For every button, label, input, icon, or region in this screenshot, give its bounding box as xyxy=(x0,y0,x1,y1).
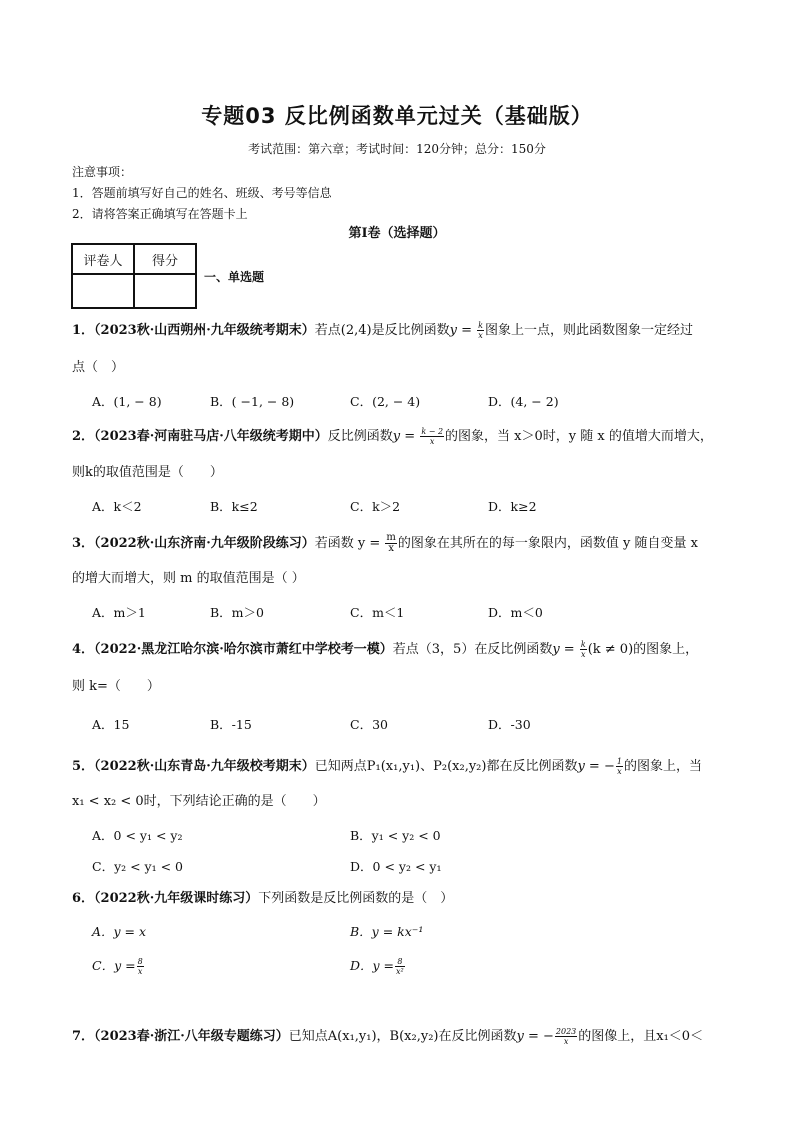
option-d[interactable]: D．k≥2 xyxy=(488,499,537,514)
question-text: 若函数 y = xyxy=(314,536,385,551)
grader-cell[interactable] xyxy=(72,274,134,308)
option-d[interactable]: D．(4, − 2) xyxy=(488,394,559,409)
denominator: x xyxy=(478,331,483,340)
function-expr: y = − xyxy=(516,1029,554,1044)
question-2 xyxy=(72,427,732,447)
options-q6-row2 xyxy=(92,956,712,976)
fraction xyxy=(395,957,405,976)
option-a[interactable]: A．k＜2 xyxy=(92,499,142,514)
option-a[interactable]: A．(1, − 8) xyxy=(92,394,162,409)
question-number: 4． xyxy=(72,642,95,657)
option-d[interactable]: D．-30 xyxy=(488,717,531,732)
option-c[interactable] xyxy=(92,956,145,976)
denominator: x xyxy=(617,767,622,776)
notes-heading: 注意事项： xyxy=(72,165,133,179)
note-item: 2．请将答案正确填写在答题卡上 xyxy=(72,207,248,221)
numerator: k − 2 xyxy=(421,427,444,436)
option-c[interactable]: C．(2, − 4) xyxy=(350,394,421,409)
question-4 xyxy=(72,640,732,660)
score-cell[interactable] xyxy=(134,274,196,308)
option-b[interactable]: B．( −1, − 8) xyxy=(210,394,295,409)
grader-table xyxy=(71,243,197,309)
question-text: 下列函数是反比例函数的是（ ） xyxy=(258,891,454,906)
option-b[interactable]: B．k≤2 xyxy=(210,499,258,514)
question-3 xyxy=(72,533,732,554)
note-item: 1．答题前填写好自己的姓名、班级、考号等信息 xyxy=(72,186,332,200)
numerator: k xyxy=(478,321,483,330)
question-number: 6． xyxy=(72,891,95,906)
option-c[interactable]: C．k＞2 xyxy=(350,499,401,514)
question-source: （2023春·浙江·八年级专题练习） xyxy=(94,1029,289,1044)
question-text: 的图象上，当 xyxy=(623,759,702,774)
question-3-cont: 的增大而增大，则 m 的取值范围是（ ） xyxy=(72,571,305,586)
fraction xyxy=(616,757,623,776)
options-q6-row1 xyxy=(92,922,712,942)
score-header: 得分 xyxy=(134,244,196,274)
fraction xyxy=(420,427,444,446)
option-d[interactable] xyxy=(350,956,406,976)
question-number: 5． xyxy=(72,759,95,774)
question-1-cont: 点（ ） xyxy=(72,360,125,375)
notes xyxy=(72,162,332,225)
question-text: 已知点A(x₁,y₁)，B(x₂,y₂)在反比例函数 xyxy=(288,1029,517,1044)
question-source: （2023春·河南驻马店·八年级统考期中） xyxy=(94,429,328,444)
page-title: 专题03 反比例函数单元过关（基础版） xyxy=(201,104,593,128)
options-q3 xyxy=(92,603,712,623)
numerator: 8 xyxy=(395,957,405,967)
fraction xyxy=(580,640,587,659)
options-q5-row1 xyxy=(92,826,712,846)
question-2-cont: 则k的取值范围是（ ） xyxy=(72,465,223,480)
function-expr: y = xyxy=(392,429,420,444)
option-c[interactable]: C．y₂ < y₁ < 0 xyxy=(92,859,184,874)
option-b[interactable]: B．-15 xyxy=(210,717,252,732)
question-text: 反比例函数 xyxy=(327,429,393,444)
option-a[interactable]: A．15 xyxy=(92,717,130,732)
section-title: 第I卷（选择题） xyxy=(348,226,446,241)
question-text: 的图象在其所在的每一象限内，函数值 y 随自变量 x xyxy=(397,536,698,551)
question-7 xyxy=(72,1027,732,1047)
question-source: （2022秋·山东青岛·九年级校考期末） xyxy=(94,759,315,774)
question-text: 若点（3，5）在反比例函数 xyxy=(392,642,553,657)
fraction xyxy=(555,1027,577,1046)
question-source: （2022秋·九年级课时练习） xyxy=(94,891,259,906)
option-b[interactable]: B．y₁ < y₂ < 0 xyxy=(350,828,441,843)
options-q4 xyxy=(92,715,712,735)
option-d[interactable]: D．m＜0 xyxy=(488,605,543,620)
option-b[interactable]: B．y = kx⁻¹ xyxy=(350,924,424,939)
question-text: 若点(2,4)是反比例函数 xyxy=(314,323,450,338)
option-b[interactable]: B．m＞0 xyxy=(210,605,264,620)
denominator: x xyxy=(137,967,143,976)
denominator: x² xyxy=(396,967,404,976)
function-expr: y = xyxy=(552,642,579,657)
question-source: （2022秋·山东济南·九年级阶段练习） xyxy=(94,536,315,551)
denominator: x xyxy=(388,543,394,554)
options-q2 xyxy=(92,497,712,517)
option-c[interactable]: C．30 xyxy=(350,717,388,732)
question-text: (k ≠ 0)的图象上， xyxy=(587,642,699,657)
question-number: 7． xyxy=(72,1029,95,1044)
options-q1 xyxy=(92,392,712,412)
question-4-cont: 则 k=（ ） xyxy=(72,679,160,694)
option-d[interactable]: D．0 < y₂ < y₁ xyxy=(350,859,442,874)
function-expr: y = − xyxy=(577,759,615,774)
option-c-label: C．y = xyxy=(92,958,136,973)
question-6 xyxy=(72,889,732,909)
grader-header: 评卷人 xyxy=(72,244,134,274)
option-a[interactable]: A．0 < y₁ < y₂ xyxy=(92,828,183,843)
option-a[interactable]: A．m＞1 xyxy=(92,605,146,620)
denominator: x xyxy=(581,650,586,659)
option-a[interactable]: A．y = x xyxy=(92,924,147,939)
question-text: 的图象，当 x＞0时，y 随 x 的值增大而增大， xyxy=(445,429,713,444)
question-text: 已知两点P₁(x₁,y₁)、P₂(x₂,y₂)都在反比例函数 xyxy=(314,759,578,774)
question-number: 2． xyxy=(72,429,95,444)
question-source: （2022·黑龙江哈尔滨·哈尔滨市萧红中学校考一模） xyxy=(94,642,393,657)
question-5-cont: x₁ < x₂ < 0时，下列结论正确的是（ ） xyxy=(72,794,326,809)
question-1 xyxy=(72,321,732,341)
numerator: 1 xyxy=(616,757,622,766)
numerator: 2023 xyxy=(555,1027,577,1036)
numerator: 8 xyxy=(137,957,143,966)
option-d-label: D．y = xyxy=(350,958,395,973)
denominator: x xyxy=(429,437,435,446)
fraction xyxy=(477,321,484,340)
part-title: 一、单选题 xyxy=(204,270,265,284)
numerator: m xyxy=(386,532,396,543)
question-5 xyxy=(72,757,732,777)
fraction xyxy=(385,533,396,554)
question-text: 的图像上，且x₁＜0＜ xyxy=(578,1029,704,1044)
function-expr: y = xyxy=(449,323,477,338)
option-c[interactable]: C．m＜1 xyxy=(350,605,405,620)
question-source: （2023秋·山西朔州·九年级统考期末） xyxy=(94,323,315,338)
denominator: x xyxy=(563,1037,569,1046)
fraction xyxy=(137,957,144,976)
question-number: 3． xyxy=(72,536,95,551)
exam-info: 考试范围：第六章；考试时间：120分钟；总分：150分 xyxy=(248,142,546,156)
question-text: 图象上一点，则此函数图象一定经过 xyxy=(484,323,693,338)
numerator: k xyxy=(580,640,586,649)
question-number: 1． xyxy=(72,323,95,338)
options-q5-row2 xyxy=(92,857,712,877)
